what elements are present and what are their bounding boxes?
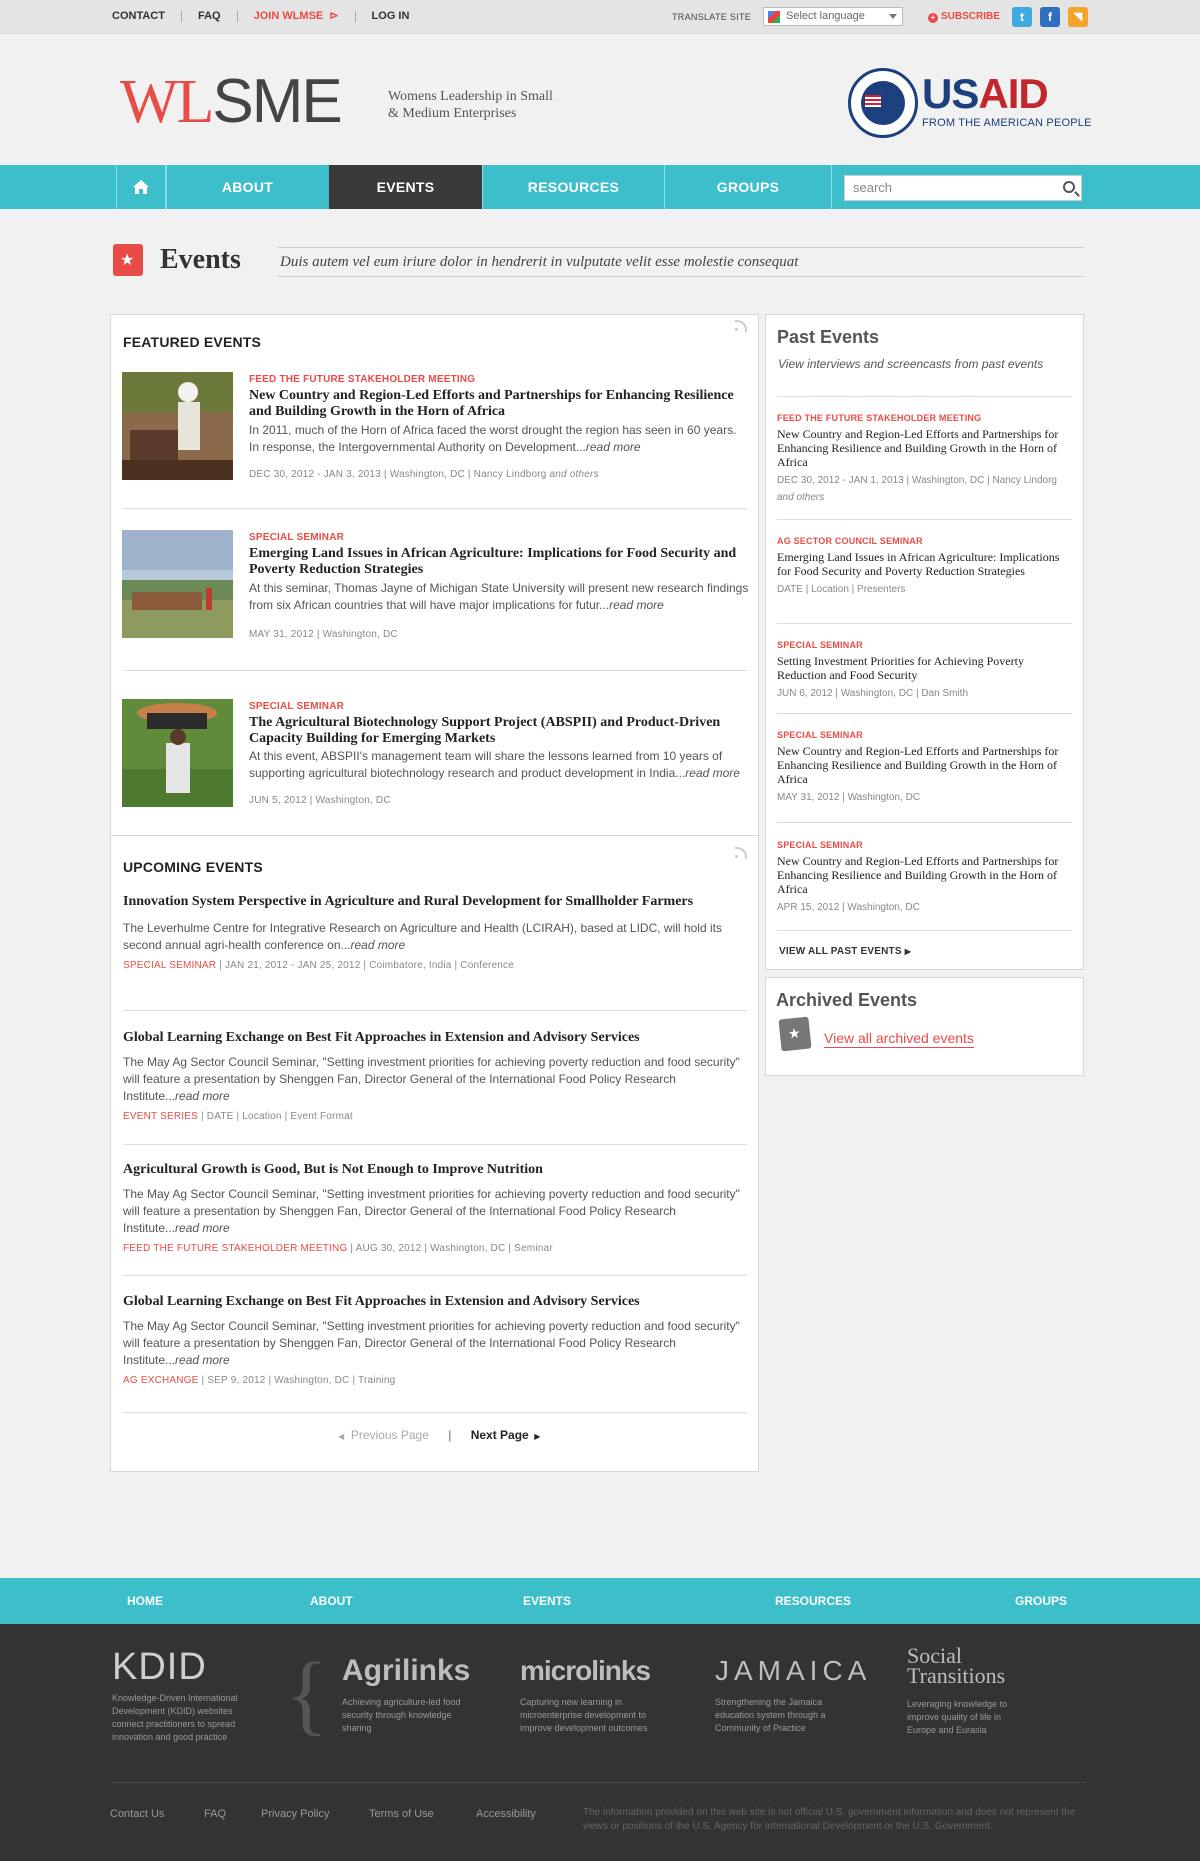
view-all-past-events-link[interactable] [779,946,911,957]
event-photo[interactable] [122,530,233,638]
divider [123,508,747,509]
utility-links [112,11,425,22]
login-link[interactable]: LOG IN [371,10,410,22]
divider [777,519,1072,520]
event-title[interactable]: The Agricultural Biotechnology Support Project (ABSPII) and Product-Driven Capacity Building for Emerging Markets [249,715,721,746]
past-event [777,536,1072,598]
contact-link[interactable]: CONTACT [112,10,165,22]
event-meta-text: DEC 30, 2012 - JAN 3, 2013 | Washington, DC | Nancy Lindborg [249,469,547,480]
event-meta [123,1375,753,1386]
event-category[interactable]: SPECIAL SEMINAR [777,640,863,650]
divider [123,670,747,671]
featured-heading: FEATURED EVENTS [123,334,262,350]
event-desc-text: The May Ag Sector Council Seminar, "Setting investment priorities for achieving poverty reduction and food security" will feature a presentation by Shenggen Fan, Director General of the International Food Policy Research Institute... [123,1187,740,1235]
events-star-icon [113,244,143,276]
partner-desc: Achieving agriculture-led food security through knowledge sharing [342,1697,461,1733]
divider [777,713,1072,714]
event-category[interactable]: FEED THE FUTURE STAKEHOLDER MEETING [249,374,476,385]
read-more-link[interactable]: read more [685,766,740,780]
partner-tagline: FROM THE AMERICAN PEOPLE [922,117,1092,129]
event-meta-more: and others [777,492,825,503]
footer-link-privacy[interactable]: Privacy Policy [261,1808,330,1820]
event-category[interactable]: EVENT SERIES [123,1111,199,1122]
event-description [249,580,749,614]
twitter-icon[interactable]: t [1012,7,1032,27]
event-category[interactable]: SPECIAL SEMINAR [777,840,863,850]
language-select-value: Select language [786,10,865,22]
nav-groups[interactable]: GROUPS [664,165,832,209]
partner-logo[interactable] [922,70,1048,117]
home-icon [132,179,150,195]
event-meta: DATE | Location | Presenters [777,584,906,595]
event-title[interactable]: Emerging Land Issues in African Agriculture: Implications for Food Security and Poverty Reduction Strategies [777,550,1060,578]
event-meta [123,960,753,971]
search-placeholder: search [853,180,893,195]
event-meta [777,472,1072,506]
event-meta [249,469,599,480]
brace-decoration: { [285,1645,329,1744]
past-event [777,413,1072,506]
previous-page-link[interactable] [338,1428,429,1442]
past-events-heading: Past Events [777,327,880,347]
partner-logo-a: US [922,70,979,117]
divider [123,1412,747,1413]
event-title[interactable]: New Country and Region-Led Efforts and Partnerships for Enhancing Resilience and Building Growth in the Horn of Africa [777,427,1059,469]
event-title[interactable]: Innovation System Perspective in Agriculture and Rural Development for Smallholder Farmers [123,894,694,909]
page-subtitle: Duis autem vel eum iriure dolor in hendrerit in vulputate velit esse molestie consequat [280,254,799,270]
upcoming-event [123,894,753,971]
upcoming-event [123,1294,753,1386]
usaid-seal-icon [848,68,918,138]
pagination [338,1428,540,1442]
partner-name: microlinks [520,1655,651,1686]
site-tagline [388,88,553,122]
event-photo[interactable] [122,372,233,480]
view-archived-events-link[interactable]: View all archived events [824,1030,974,1046]
join-link[interactable] [254,10,339,22]
tagline-line-2: & Medium Enterprises [388,106,517,121]
chevron-right-icon: ▶ [532,1432,541,1441]
partner-name: JAMAICA [715,1655,872,1686]
footer-partner-agrilinks[interactable] [342,1654,482,1735]
event-meta-text: | DATE | Location | Event Format [198,1111,353,1122]
view-all-label: VIEW ALL PAST EVENTS [779,946,902,957]
event-title[interactable]: Global Learning Exchange on Best Fit Approaches in Extension and Advisory Services [123,1294,640,1309]
pager-separator: | [448,1428,452,1442]
featured-rss-icon[interactable] [735,320,747,332]
upcoming-event [123,1030,753,1122]
event-meta-text: | JAN 21, 2012 - JAN 25, 2012 | Coimbatore, India | Conference [216,960,514,971]
event-meta-text: | SEP 9, 2012 | Washington, DC | Training [198,1375,396,1386]
footer-divider [110,1782,1086,1783]
chevron-right-icon: ▶ [904,947,912,956]
site-logo[interactable] [120,67,341,136]
event-category[interactable]: SPECIAL SEMINAR [777,730,863,740]
event-meta [123,1111,753,1122]
event-meta-text: | AUG 30, 2012 | Washington, DC | Seminar [347,1243,553,1254]
chevron-left-icon: ◀ [338,1432,345,1441]
past-event [777,730,1072,806]
event-meta [123,1243,753,1254]
divider [123,1275,747,1276]
event-description [249,748,749,782]
event-meta: JUN 5, 2012 | Washington, DC [249,795,391,806]
divider [123,1144,747,1145]
faq-link[interactable]: FAQ [197,10,221,22]
utility-bar [0,0,1200,34]
event-category[interactable]: SPECIAL SEMINAR [249,701,345,712]
nav-about[interactable]: ABOUT [166,165,328,209]
event-description [123,1318,748,1369]
archived-events-heading: Archived Events [776,990,918,1010]
rss-icon[interactable]: ◥ [1068,7,1088,27]
footer-partner-kdid[interactable] [112,1646,257,1744]
page-title: Events [160,244,241,275]
partner-desc: Knowledge-Driven International Development (KDID) websites connect practitioners to spread innovation and good practice [112,1693,238,1742]
event-description [123,920,733,954]
search-input[interactable] [844,175,1082,201]
language-select[interactable] [763,7,903,26]
divider [777,396,1072,397]
footer-disclaimer: The information provided on this web site is not official U.S. government information and does not represent the views or positions of the U.S. Agency for International Development or the U.S. Government. [583,1807,1076,1832]
event-meta: JUN 6, 2012 | Washington, DC | Dan Smith [777,688,969,699]
nav-events[interactable]: EVENTS [329,165,482,209]
footer-partner-jamaica[interactable] [715,1654,872,1735]
logo-sme: SME [212,67,341,136]
search-icon[interactable] [1063,181,1075,193]
join-link-label: JOIN WLMSE [253,10,324,22]
read-more-link[interactable]: read more [175,1353,230,1367]
event-desc-text: The May Ag Sector Council Seminar, "Setting investment priorities for achieving poverty reduction and food security" will feature a presentation by Shenggen Fan, Director General of the International Food Policy Research Institute... [123,1319,740,1367]
nav-resources[interactable]: RESOURCES [482,165,664,209]
event-description [123,1186,748,1237]
event-category[interactable]: FEED THE FUTURE STAKEHOLDER MEETING [123,1243,348,1254]
event-title[interactable]: New Country and Region-Led Efforts and Partnerships for Enhancing Resilience and Building Growth in the Horn of Africa [777,854,1059,896]
partner-name: KDID [112,1646,207,1688]
upcoming-heading: UPCOMING EVENTS [123,859,263,875]
footer-partner-microlinks[interactable] [520,1654,660,1735]
event-photo[interactable] [122,699,233,807]
event-desc-text: At this event, ABSPII's management team will share the lessons learned from 10 years of supporting agricultural biotechnology research and product development in India... [249,749,723,780]
event-desc-text: The Leverhulme Centre for Integrative Research on Agriculture and Health (LCIRAH), based at LIDC, will hold its second annual agri-health conference on... [123,921,722,952]
footer-link-contact[interactable]: Contact Us [110,1808,165,1820]
footer-link-accessibility[interactable]: Accessibility [476,1808,536,1820]
divider [777,822,1072,823]
divider [777,930,1072,931]
archive-star-icon [778,1017,811,1052]
arrow-circle-icon: ⊳ [329,10,339,22]
event-meta: MAY 31, 2012 | Washington, DC [249,629,398,640]
event-title[interactable]: New Country and Region-Led Efforts and Partnerships for Enhancing Resilience and Building Growth in the Horn of Africa [777,744,1059,786]
footer-nav-home[interactable]: HOME [127,1594,163,1608]
event-desc-text: At this seminar, Thomas Jayne of Michigan State University will present new research findings from six African countries that will have major implications for futur... [249,581,749,612]
read-more-link[interactable]: read more [350,938,406,952]
translate-label: TRANSLATE SITE [672,12,752,22]
google-icon [768,11,780,23]
footer-partner-social-transitions[interactable] [907,1643,1032,1737]
event-description [123,1054,748,1105]
upcoming-event [123,1162,753,1254]
partner-desc: Strengthening the Jamaica education system through a Community of Practice [715,1697,826,1733]
plus-icon: + [928,13,938,23]
nav-home[interactable] [116,165,166,209]
divider [777,623,1072,624]
event-meta-more: and others [549,469,599,480]
partner-desc: Capturing new learning in microenterprise development to improve development outcomes [520,1697,648,1733]
partner-desc: Leveraging knowledge to improve quality of life in Europe and Eurasia [907,1699,1008,1735]
facebook-icon[interactable]: f [1040,7,1060,27]
event-desc-text: In 2011, much of the Horn of Africa faced the worst drought the region has seen in 60 years. In response, the Intergovernmental Authority on Development... [249,423,737,454]
past-events-subtitle: View interviews and screencasts from past events [778,357,1044,371]
event-description [249,422,749,456]
read-more-link[interactable]: read more [585,440,641,454]
next-page-label: Next Page [470,1428,529,1442]
partner-name: Agrilinks [342,1654,471,1687]
event-category[interactable]: SPECIAL SEMINAR [249,532,345,543]
event-title[interactable]: Emerging Land Issues in African Agriculture: Implications for Food Security and Poverty Reduction Strategies [249,546,737,577]
event-category[interactable]: AG EXCHANGE [123,1375,199,1386]
event-title[interactable]: Setting Investment Priorities for Achieving Poverty Reduction and Food Security [777,654,1024,682]
event-desc-text: The May Ag Sector Council Seminar, "Setting investment priorities for achieving poverty reduction and food security" will feature a presentation by Shenggen Fan, Director General of the International Food Policy Research Institute... [123,1055,740,1103]
footer-nav [0,1578,1200,1624]
event-title[interactable]: Global Learning Exchange on Best Fit Approaches in Extension and Advisory Services [123,1030,640,1045]
upcoming-rss-icon[interactable] [735,847,747,859]
event-meta: MAY 31, 2012 | Washington, DC [777,792,921,803]
footer-nav-resources[interactable]: RESOURCES [775,1594,852,1608]
subscribe-label: SUBSCRIBE [941,11,1000,22]
footer-nav-about[interactable]: ABOUT [310,1594,353,1608]
chevron-down-icon [889,14,897,19]
divider [123,1010,747,1011]
footer-link-terms[interactable]: Terms of Use [369,1808,434,1820]
read-more-link[interactable]: read more [609,598,664,612]
tagline-line-1: Womens Leadership in Small [388,89,553,104]
event-category[interactable]: SPECIAL SEMINAR [123,960,217,971]
event-meta-text: DEC 30, 2012 - JAN 1, 2013 | Washington, DC | Nancy Lindorg [777,475,1057,486]
footer-link-faq[interactable]: FAQ [204,1808,227,1820]
past-event [777,640,1072,702]
previous-page-label: Previous Page [350,1428,429,1442]
read-more-link[interactable]: read more [175,1089,230,1103]
event-title[interactable]: Agricultural Growth is Good, But is Not Enough to Improve Nutrition [123,1162,543,1177]
next-page-link[interactable] [455,1428,541,1442]
event-category[interactable]: FEED THE FUTURE STAKEHOLDER MEETING [777,413,982,423]
event-meta: APR 15, 2012 | Washington, DC [777,902,920,913]
footer-nav-groups[interactable]: GROUPS [1015,1594,1068,1608]
subscribe-link[interactable] [928,11,1000,23]
section-divider [111,835,758,836]
logo-wl: WL [120,68,213,136]
footer-nav-events[interactable]: EVENTS [523,1594,572,1608]
partner-name: Social Transitions [907,1643,1006,1688]
past-event [777,840,1072,916]
partner-logo-b: AID [978,70,1048,117]
event-title[interactable]: New Country and Region-Led Efforts and Partnerships for Enhancing Resilience and Building Growth in the Horn of Africa [249,388,734,419]
event-category[interactable]: AG SECTOR COUNCIL SEMINAR [777,536,923,546]
read-more-link[interactable]: read more [175,1221,230,1235]
